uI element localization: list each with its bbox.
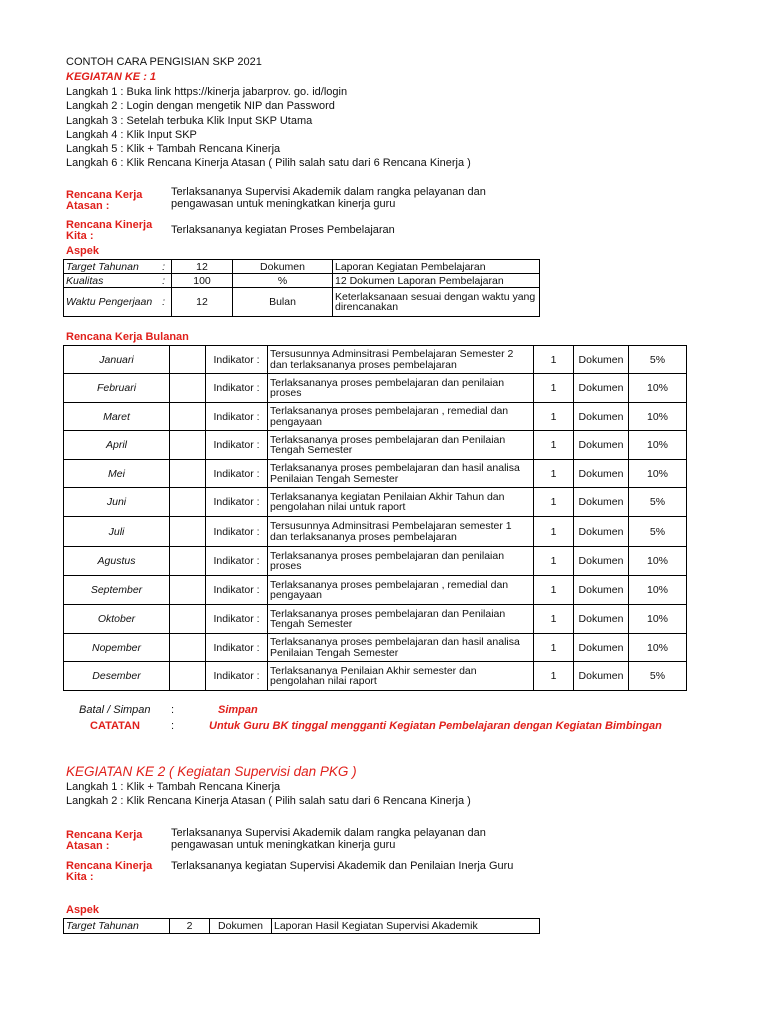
k2-rk-kita-value: Terlaksananya kegiatan Supervisi Akademik dan Penilaian Inerja Guru (171, 860, 514, 872)
percent-cell: 5% (629, 346, 687, 374)
aspek-sep: : (162, 274, 165, 287)
qty-cell: 1 (534, 662, 574, 691)
indikator-label: Indikator : (206, 374, 268, 403)
unit-cell: Dokumen (574, 517, 629, 547)
k1-bulanan-label: Rencana Kerja Bulanan (66, 331, 189, 343)
k1-step: Langkah 1 : Buka link https://kinerja jabarprov. go. id/login (66, 86, 348, 98)
aspek-row (64, 919, 540, 934)
unit-cell: Dokumen (574, 634, 629, 662)
indikator-desc: Tersusunnya Adminsitrasi Pembelajaran Semester 2 dan terlaksananya proses pembelajaran (268, 346, 534, 374)
catatan-value: Untuk Guru BK tinggal mengganti Kegiatan Pembelajaran dengan Kegiatan Bimbingan (209, 720, 662, 732)
k1-aspek-label: Aspek (66, 245, 100, 257)
empty-cell (170, 517, 206, 547)
k1-rk-atasan-value: Terlaksananya Supervisi Akademik dalam rangka pelayanan dan pengawasan untuk meningkatkan kinerja guru (171, 186, 486, 210)
indikator-desc: Terlaksananya proses pembelajaran dan Penilaian Tengah Semester (268, 605, 534, 634)
aspek-desc: Laporan Kegiatan Pembelajaran (333, 260, 540, 274)
month-cell: April (64, 431, 170, 460)
batal-simpan-label: Batal / Simpan (79, 704, 151, 716)
aspek-qty: 100 (172, 274, 233, 288)
empty-cell (170, 374, 206, 403)
qty-cell: 1 (534, 374, 574, 403)
unit-cell: Dokumen (574, 460, 629, 488)
aspek-qty: 2 (170, 919, 210, 934)
k2-step: Langkah 1 : Klik + Tambah Rencana Kinerja (66, 781, 281, 793)
monthly-row (64, 488, 687, 517)
aspek-desc: Laporan Hasil Kegiatan Supervisi Akademik (272, 919, 540, 934)
unit-cell: Dokumen (574, 547, 629, 576)
aspek-name: Target Tahunan (64, 919, 170, 934)
month-cell: Mei (64, 460, 170, 488)
aspek-unit: Dokumen (233, 260, 333, 274)
k2-rk-atasan-label: Rencana Kerja Atasan : (66, 829, 143, 852)
month-cell: Nopember (64, 634, 170, 662)
unit-cell: Dokumen (574, 576, 629, 605)
percent-cell: 10% (629, 403, 687, 431)
k1-steps (66, 85, 471, 171)
aspek-name: Kualitas (66, 274, 104, 287)
percent-cell: 10% (629, 634, 687, 662)
aspek-name: Waktu Pengerjaan (66, 296, 153, 308)
k2-steps (66, 780, 471, 809)
percent-cell: 10% (629, 605, 687, 634)
monthly-row (64, 431, 687, 460)
unit-cell: Dokumen (574, 431, 629, 460)
percent-cell: 10% (629, 460, 687, 488)
indikator-label: Indikator : (206, 605, 268, 634)
month-cell: Desember (64, 662, 170, 691)
month-cell: September (64, 576, 170, 605)
percent-cell: 5% (629, 488, 687, 517)
indikator-desc: Terlaksananya proses pembelajaran dan hasil analisa Penilaian Tengah Semester (268, 634, 534, 662)
qty-cell: 1 (534, 605, 574, 634)
k2-heading: KEGIATAN KE 2 ( Kegiatan Supervisi dan PKG ) (66, 764, 357, 779)
catatan-sep: : (171, 720, 175, 732)
k1-rk-atasan-label: Rencana Kerja Atasan : (66, 189, 143, 212)
percent-cell: 5% (629, 662, 687, 691)
k2-aspek-table (63, 918, 540, 934)
k1-step: Langkah 2 : Login dengan mengetik NIP dan Password (66, 100, 335, 113)
indikator-desc: Terlaksananya proses pembelajaran dan penilaian proses (268, 374, 534, 403)
monthly-row (64, 547, 687, 576)
indikator-desc: Terlaksananya proses pembelajaran dan hasil analisa Penilaian Tengah Semester (268, 460, 534, 488)
k1-aspek-table (63, 259, 540, 317)
qty-cell: 1 (534, 346, 574, 374)
aspek-row (64, 274, 540, 288)
empty-cell (170, 431, 206, 460)
indikator-label: Indikator : (206, 662, 268, 691)
month-cell: Maret (64, 403, 170, 431)
indikator-label: Indikator : (206, 346, 268, 374)
catatan-label: CATATAN (90, 720, 140, 732)
batal-simpan-sep: : (171, 704, 175, 716)
k1-rk-kita-value: Terlaksananya kegiatan Proses Pembelajaran (171, 224, 395, 236)
percent-cell: 10% (629, 576, 687, 605)
month-cell: Juli (64, 517, 170, 547)
aspek-unit: Dokumen (210, 919, 272, 934)
monthly-row (64, 576, 687, 605)
monthly-row (64, 634, 687, 662)
aspek-sep: : (162, 260, 165, 273)
aspek-qty: 12 (172, 288, 233, 317)
aspek-row (64, 288, 540, 317)
monthly-row (64, 517, 687, 547)
aspek-sep: : (162, 296, 165, 308)
empty-cell (170, 547, 206, 576)
k2-aspek-label: Aspek (66, 904, 100, 916)
qty-cell: 1 (534, 460, 574, 488)
percent-cell: 5% (629, 517, 687, 547)
month-cell: Oktober (64, 605, 170, 634)
qty-cell: 1 (534, 634, 574, 662)
empty-cell (170, 662, 206, 691)
k1-heading: KEGIATAN KE : 1 (66, 71, 157, 83)
k2-rk-kita-label: Rencana Kinerja Kita : (66, 860, 153, 883)
percent-cell: 10% (629, 431, 687, 460)
qty-cell: 1 (534, 576, 574, 605)
monthly-row (64, 403, 687, 431)
empty-cell (170, 460, 206, 488)
indikator-label: Indikator : (206, 403, 268, 431)
indikator-label: Indikator : (206, 576, 268, 605)
indikator-desc: Terlaksananya proses pembelajaran , remedial dan pengayaan (268, 576, 534, 605)
aspek-desc: 12 Dokumen Laporan Pembelajaran (333, 274, 540, 288)
indikator-label: Indikator : (206, 431, 268, 460)
indikator-desc: Terlaksananya proses pembelajaran dan penilaian proses (268, 547, 534, 576)
empty-cell (170, 605, 206, 634)
k1-step: Langkah 6 : Klik Rencana Kinerja Atasan ( Pilih salah satu dari 6 Rencana Kinerja ) (66, 157, 471, 170)
unit-cell: Dokumen (574, 662, 629, 691)
unit-cell: Dokumen (574, 488, 629, 517)
monthly-row (64, 346, 687, 374)
aspek-unit: % (233, 274, 333, 288)
aspek-qty: 12 (172, 260, 233, 274)
monthly-row (64, 374, 687, 403)
qty-cell: 1 (534, 403, 574, 431)
empty-cell (170, 634, 206, 662)
indikator-label: Indikator : (206, 634, 268, 662)
percent-cell: 10% (629, 374, 687, 403)
indikator-label: Indikator : (206, 517, 268, 547)
k1-step: Langkah 4 : Klik Input SKP (66, 128, 197, 141)
empty-cell (170, 576, 206, 605)
k1-rk-kita-label: Rencana Kinerja Kita : (66, 219, 153, 242)
aspek-desc: Keterlaksanaan sesuai dengan waktu yang direncanakan (333, 288, 540, 317)
aspek-name: Target Tahunan (66, 260, 139, 273)
unit-cell: Dokumen (574, 374, 629, 403)
month-cell: Agustus (64, 547, 170, 576)
empty-cell (170, 346, 206, 374)
k1-step: Langkah 5 : Klik + Tambah Rencana Kinerja (66, 143, 281, 156)
percent-cell: 10% (629, 547, 687, 576)
k2-rk-atasan-value: Terlaksananya Supervisi Akademik dalam rangka pelayanan dan pengawasan untuk meningkatkan kinerja guru (171, 827, 486, 851)
indikator-desc: Terlaksananya Penilaian Akhir semester dan pengolahan nilai raport (268, 662, 534, 691)
indikator-desc: Terlaksananya kegiatan Penilaian Akhir Tahun dan pengolahan nilai untuk raport (268, 488, 534, 517)
empty-cell (170, 488, 206, 517)
document-title: CONTOH CARA PENGISIAN SKP 2021 (66, 56, 262, 68)
indikator-desc: Terlaksananya proses pembelajaran , remedial dan pengayaan (268, 403, 534, 431)
indikator-desc: Terlaksananya proses pembelajaran dan Penilaian Tengah Semester (268, 431, 534, 460)
indikator-label: Indikator : (206, 488, 268, 517)
qty-cell: 1 (534, 517, 574, 547)
unit-cell: Dokumen (574, 605, 629, 634)
qty-cell: 1 (534, 431, 574, 460)
k1-bulanan-table (63, 345, 687, 691)
month-cell: Januari (64, 346, 170, 374)
monthly-row (64, 460, 687, 488)
unit-cell: Dokumen (574, 346, 629, 374)
month-cell: Februari (64, 374, 170, 403)
indikator-label: Indikator : (206, 460, 268, 488)
qty-cell: 1 (534, 547, 574, 576)
aspek-unit: Bulan (233, 288, 333, 317)
month-cell: Juni (64, 488, 170, 517)
k2-step: Langkah 2 : Klik Rencana Kinerja Atasan ( Pilih salah satu dari 6 Rencana Kinerja ) (66, 795, 471, 808)
k1-step: Langkah 3 : Setelah terbuka Klik Input SKP Utama (66, 114, 313, 127)
indikator-label: Indikator : (206, 547, 268, 576)
indikator-desc: Tersusunnya Adminsitrasi Pembelajaran semester 1 dan terlaksananya proses pembelajaran (268, 517, 534, 547)
unit-cell: Dokumen (574, 403, 629, 431)
monthly-row (64, 662, 687, 691)
qty-cell: 1 (534, 488, 574, 517)
simpan-value: Simpan (218, 704, 258, 716)
empty-cell (170, 403, 206, 431)
monthly-row (64, 605, 687, 634)
aspek-row (64, 260, 540, 274)
